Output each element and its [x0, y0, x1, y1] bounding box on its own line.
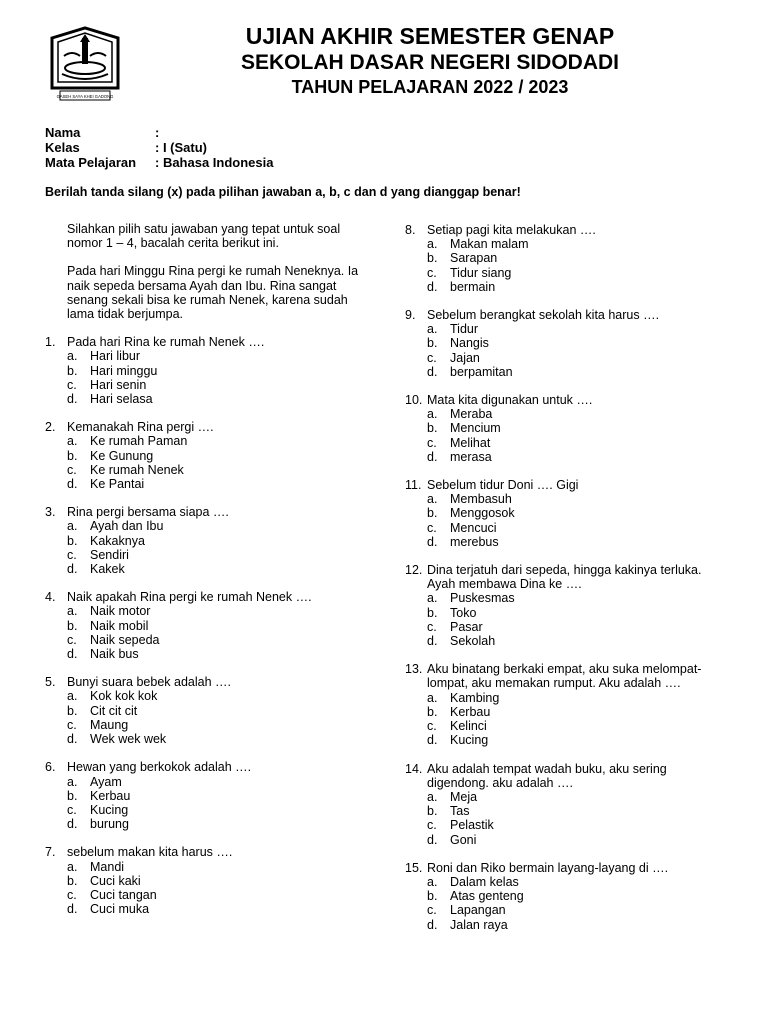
question-header	[45, 760, 365, 774]
info-label-kelas: Kelas	[45, 140, 80, 155]
question-header	[45, 845, 365, 859]
option-letter: b.	[427, 421, 438, 436]
option-letter: d.	[67, 392, 78, 407]
option-text: Goni	[450, 832, 477, 847]
option-text: Jajan	[450, 350, 480, 365]
question	[45, 335, 365, 406]
option-text: Menggosok	[450, 506, 515, 521]
option-text: Ke Gunung	[90, 448, 154, 463]
option-text: Hari libur	[90, 349, 141, 364]
answer-option[interactable]	[427, 691, 705, 705]
option-letter: d.	[427, 832, 438, 847]
left-column	[45, 222, 365, 930]
question-text: Bunyi suara bebek adalah ….	[67, 675, 231, 690]
question-number: 6.	[45, 760, 56, 775]
question	[45, 590, 365, 661]
question-header	[405, 762, 705, 790]
question-number: 14.	[405, 761, 423, 776]
answer-option[interactable]	[67, 534, 365, 548]
option-letter: c.	[427, 265, 437, 280]
option-text: Mencuci	[450, 520, 497, 535]
answer-option[interactable]	[67, 477, 365, 491]
option-text: Melihat	[450, 435, 491, 450]
option-letter: c.	[67, 802, 77, 817]
question-text: sebelum makan kita harus ….	[67, 845, 233, 860]
option-letter: c.	[427, 520, 437, 535]
question-header	[405, 662, 705, 690]
option-letter: a.	[67, 689, 78, 704]
option-letter: a.	[427, 407, 438, 422]
question	[45, 420, 365, 491]
answer-option[interactable]	[67, 434, 365, 448]
answer-option[interactable]	[67, 789, 365, 803]
answer-option[interactable]	[427, 266, 705, 280]
question-header	[405, 861, 705, 875]
questions-right	[405, 223, 705, 932]
option-text: Naik sepeda	[90, 632, 160, 647]
question-number: 7.	[45, 845, 56, 860]
info-value-kelas: : I (Satu)	[155, 140, 207, 155]
option-letter: c.	[67, 717, 77, 732]
question-text: Hewan yang berkokok adalah ….	[67, 760, 252, 775]
answer-option[interactable]	[67, 548, 365, 562]
answer-option[interactable]	[67, 902, 365, 916]
option-letter: c.	[67, 547, 77, 562]
answer-option[interactable]	[67, 803, 365, 817]
school-emblem-icon	[44, 26, 126, 104]
answer-option[interactable]	[67, 633, 365, 647]
answer-option[interactable]	[427, 336, 705, 350]
question	[405, 308, 705, 379]
intro-paragraph: Silahkan pilih satu jawaban yang tepat untuk soal nomor 1 – 4, bacalah cerita berikut ini.	[67, 222, 341, 251]
answer-option[interactable]	[427, 421, 705, 435]
answer-option[interactable]	[67, 775, 365, 789]
option-text: Hari senin	[90, 377, 147, 392]
option-letter: d.	[67, 817, 78, 832]
question	[405, 223, 705, 294]
option-text: Mandi	[90, 859, 125, 874]
question-text: Mata kita digunakan untuk ….	[427, 393, 593, 408]
option-letter: b.	[427, 605, 438, 620]
info-value-mapel: : Bahasa Indonesia	[155, 155, 274, 170]
option-text: berpamitan	[450, 364, 513, 379]
option-text: Hari selasa	[90, 392, 153, 407]
answer-option[interactable]	[427, 705, 705, 719]
question-header	[405, 478, 705, 492]
answer-option[interactable]	[67, 364, 365, 378]
answer-option[interactable]	[427, 506, 705, 520]
option-text: Membasuh	[450, 492, 512, 507]
question-number: 3.	[45, 505, 56, 520]
option-letter: a.	[427, 789, 438, 804]
question	[405, 762, 705, 847]
option-text: Makan malam	[450, 237, 529, 252]
option-text: Tas	[450, 804, 470, 819]
option-letter: b.	[427, 506, 438, 521]
option-letter: d.	[427, 364, 438, 379]
answer-option[interactable]	[427, 407, 705, 421]
question-text: Rina pergi bersama siapa ….	[67, 505, 229, 520]
answer-option[interactable]	[67, 349, 365, 363]
option-text: Atas genteng	[450, 889, 524, 904]
answer-option[interactable]	[427, 492, 705, 506]
option-text: Kucing	[450, 733, 489, 748]
question	[45, 760, 365, 831]
option-letter: c.	[427, 350, 437, 365]
option-letter: c.	[67, 887, 77, 902]
option-letter: a.	[67, 349, 78, 364]
instruction: Berilah tanda silang (x) pada pilihan jawaban a, b, c dan d yang dianggap benar!	[45, 185, 521, 199]
answer-option[interactable]	[67, 860, 365, 874]
answer-option[interactable]	[427, 804, 705, 818]
option-text: Sendiri	[90, 547, 129, 562]
answer-option[interactable]	[427, 251, 705, 265]
option-text: burung	[90, 817, 129, 832]
question-number: 13.	[405, 662, 423, 677]
svg-text:GASEH SAYA KHEI GADONG: GASEH SAYA KHEI GADONG	[56, 94, 114, 99]
question	[405, 563, 705, 648]
option-letter: d.	[67, 902, 78, 917]
option-text: Puskesmas	[450, 591, 515, 606]
question-header	[45, 675, 365, 689]
question	[45, 505, 365, 576]
option-text: Maung	[90, 717, 129, 732]
question-number: 15.	[405, 860, 423, 875]
question	[405, 478, 705, 549]
answer-option[interactable]	[427, 351, 705, 365]
option-letter: d.	[67, 647, 78, 662]
option-letter: d.	[427, 279, 438, 294]
option-letter: c.	[427, 719, 437, 734]
option-text: Mencium	[450, 421, 501, 436]
option-text: Ke rumah Paman	[90, 434, 188, 449]
option-text: Kerbau	[90, 788, 131, 803]
answer-option[interactable]	[427, 365, 705, 379]
option-letter: a.	[67, 519, 78, 534]
question	[405, 662, 705, 747]
option-text: Lapangan	[450, 903, 506, 918]
option-text: Sarapan	[450, 251, 498, 266]
option-text: Kok kok kok	[90, 689, 158, 704]
question-header	[405, 393, 705, 407]
question-number: 12.	[405, 563, 423, 578]
answer-option[interactable]	[67, 449, 365, 463]
option-text: Kerbau	[450, 704, 491, 719]
option-letter: a.	[427, 237, 438, 252]
option-letter: b.	[67, 618, 78, 633]
info-label-mapel: Mata Pelajaran	[45, 155, 137, 170]
option-text: Toko	[450, 605, 477, 620]
answer-option[interactable]	[427, 889, 705, 903]
option-letter: b.	[427, 804, 438, 819]
academic-year: TAHUN PELAJARAN 2022 / 2023	[291, 77, 569, 97]
question-text: Pada hari Rina ke rumah Nenek ….	[67, 335, 265, 350]
option-text: Kelinci	[450, 719, 487, 734]
answer-option[interactable]	[67, 689, 365, 703]
option-letter: d.	[427, 449, 438, 464]
question	[405, 861, 705, 932]
school-name: SEKOLAH DASAR NEGERI SIDODADI	[240, 51, 620, 74]
answer-option[interactable]	[427, 280, 705, 294]
option-text: Tidur	[450, 322, 479, 337]
option-text: Ayah dan Ibu	[90, 519, 164, 534]
option-letter: d.	[427, 917, 438, 932]
option-letter: d.	[67, 562, 78, 577]
question-text: Sebelum tidur Doni …. Gigi	[427, 478, 579, 493]
question-number: 4.	[45, 590, 56, 605]
answer-option[interactable]	[67, 718, 365, 732]
option-letter: b.	[67, 363, 78, 378]
answer-option[interactable]	[427, 790, 705, 804]
answer-option[interactable]	[427, 322, 705, 336]
option-text: Ke rumah Nenek	[90, 462, 184, 477]
option-text: Nangis	[450, 336, 489, 351]
option-letter: a.	[427, 874, 438, 889]
answer-option[interactable]	[427, 436, 705, 450]
question-number: 5.	[45, 675, 56, 690]
answer-option[interactable]	[67, 619, 365, 633]
option-letter: d.	[67, 732, 78, 747]
option-text: Sekolah	[450, 634, 496, 649]
question-text: Dina terjatuh dari sepeda, hingga kakinya terluka. Ayah membawa Dina ke ….	[427, 563, 702, 592]
option-letter: d.	[67, 477, 78, 492]
option-letter: c.	[67, 377, 77, 392]
option-letter: b.	[67, 533, 78, 548]
answer-option[interactable]	[67, 562, 365, 576]
option-text: Pasar	[450, 619, 483, 634]
answer-option[interactable]	[427, 591, 705, 605]
option-letter: c.	[427, 903, 437, 918]
answer-option[interactable]	[427, 733, 705, 747]
answer-option[interactable]	[427, 719, 705, 733]
answer-option[interactable]	[427, 620, 705, 634]
option-letter: a.	[67, 604, 78, 619]
question-text: Setiap pagi kita melakukan ….	[427, 223, 596, 237]
question-number: 10.	[405, 393, 423, 408]
option-text: Pelastik	[450, 818, 494, 833]
question-text: Naik apakah Rina pergi ke rumah Nenek ….	[67, 590, 312, 605]
option-letter: b.	[427, 889, 438, 904]
question-header	[45, 505, 365, 519]
answer-option[interactable]	[67, 874, 365, 888]
option-text: Meja	[450, 789, 478, 804]
option-text: Ayam	[90, 774, 122, 789]
option-text: Cuci tangan	[90, 887, 157, 902]
option-letter: b.	[67, 703, 78, 718]
question-number: 9.	[405, 308, 416, 323]
option-text: Cit cit cit	[90, 703, 138, 718]
option-text: Ke Pantai	[90, 477, 145, 492]
option-text: Naik bus	[90, 647, 139, 662]
option-letter: a.	[67, 434, 78, 449]
answer-option[interactable]	[427, 875, 705, 889]
exam-header	[160, 22, 700, 99]
option-text: Cuci muka	[90, 902, 150, 917]
question-text: Aku binatang berkaki empat, aku suka melompat-lompat, aku memakan rumput. Aku adalah ….	[427, 662, 702, 691]
question-number: 1.	[45, 335, 56, 350]
story-paragraph: Pada hari Minggu Rina pergi ke rumah Neneknya. Ia naik sepeda bersama Ayah dan Ibu. Rina sangat senang sekali bisa ke rumah Nenek, karena sudah lama tidak berjumpa.	[67, 264, 359, 322]
info-label-nama: Nama	[45, 125, 81, 140]
option-letter: d.	[427, 733, 438, 748]
question-number: 8.	[405, 223, 416, 237]
question	[405, 393, 705, 464]
answer-option[interactable]	[67, 817, 365, 831]
option-letter: b.	[427, 704, 438, 719]
question-text: Roni dan Riko bermain layang-layang di ….	[427, 860, 669, 875]
option-letter: b.	[427, 336, 438, 351]
option-letter: c.	[67, 462, 77, 477]
option-text: Cuci kaki	[90, 873, 141, 888]
answer-option[interactable]	[67, 888, 365, 902]
question-header	[45, 590, 365, 604]
question	[45, 675, 365, 746]
option-text: Dalam kelas	[450, 874, 519, 889]
answer-option[interactable]	[67, 704, 365, 718]
option-text: Meraba	[450, 407, 493, 422]
option-text: Tidur siang	[450, 265, 512, 280]
answer-option[interactable]	[427, 903, 705, 917]
question-header	[405, 223, 705, 237]
question-header	[405, 308, 705, 322]
option-letter: a.	[67, 774, 78, 789]
question-text: Aku adalah tempat wadah buku, aku sering digendong. aku adalah ….	[427, 761, 667, 790]
option-letter: c.	[427, 435, 437, 450]
option-text: Kambing	[450, 690, 500, 705]
option-letter: c.	[427, 818, 437, 833]
option-text: Kucing	[90, 802, 129, 817]
option-letter: a.	[427, 591, 438, 606]
question-header	[405, 563, 705, 591]
answer-option[interactable]	[67, 463, 365, 477]
option-letter: a.	[427, 492, 438, 507]
option-text: Kakek	[90, 562, 125, 577]
option-letter: b.	[427, 251, 438, 266]
option-text: merebus	[450, 534, 499, 549]
answer-option[interactable]	[427, 237, 705, 251]
right-column	[405, 223, 705, 946]
option-letter: b.	[67, 788, 78, 803]
answer-option[interactable]	[67, 392, 365, 406]
option-text: Kakaknya	[90, 533, 145, 548]
exam-title: UJIAN AKHIR SEMESTER GENAP	[245, 23, 615, 49]
answer-option[interactable]	[427, 833, 705, 847]
question-header	[45, 420, 365, 434]
question-text: Sebelum berangkat sekolah kita harus ….	[427, 308, 660, 323]
answer-option[interactable]	[67, 519, 365, 533]
option-letter: c.	[67, 632, 77, 647]
question-text: Kemanakah Rina pergi ….	[67, 420, 214, 435]
option-letter: b.	[67, 448, 78, 463]
option-letter: d.	[427, 534, 438, 549]
option-letter: a.	[427, 690, 438, 705]
question-number: 11.	[405, 478, 422, 493]
option-letter: c.	[427, 619, 437, 634]
option-letter: b.	[67, 873, 78, 888]
answer-option[interactable]	[67, 378, 365, 392]
question	[45, 845, 365, 916]
answer-option[interactable]	[427, 818, 705, 832]
option-text: Naik mobil	[90, 618, 149, 633]
option-text: Jalan raya	[450, 917, 508, 932]
answer-option[interactable]	[427, 521, 705, 535]
answer-option[interactable]	[427, 918, 705, 932]
option-text: merasa	[450, 449, 492, 464]
option-text: Naik motor	[90, 604, 151, 619]
answer-option[interactable]	[67, 647, 365, 661]
option-letter: a.	[427, 322, 438, 337]
student-info	[45, 125, 273, 170]
answer-option[interactable]	[427, 634, 705, 648]
option-text: Wek wek wek	[90, 732, 167, 747]
answer-option[interactable]	[427, 535, 705, 549]
answer-option[interactable]	[427, 450, 705, 464]
questions-left	[45, 335, 365, 916]
question-header	[45, 335, 365, 349]
option-letter: a.	[67, 859, 78, 874]
info-value-nama: :	[155, 125, 160, 140]
option-text: bermain	[450, 279, 496, 294]
answer-option[interactable]	[67, 732, 365, 746]
question-number: 2.	[45, 420, 56, 435]
option-text: Hari minggu	[90, 363, 158, 378]
option-letter: d.	[427, 634, 438, 649]
answer-option[interactable]	[427, 606, 705, 620]
answer-option[interactable]	[67, 604, 365, 618]
